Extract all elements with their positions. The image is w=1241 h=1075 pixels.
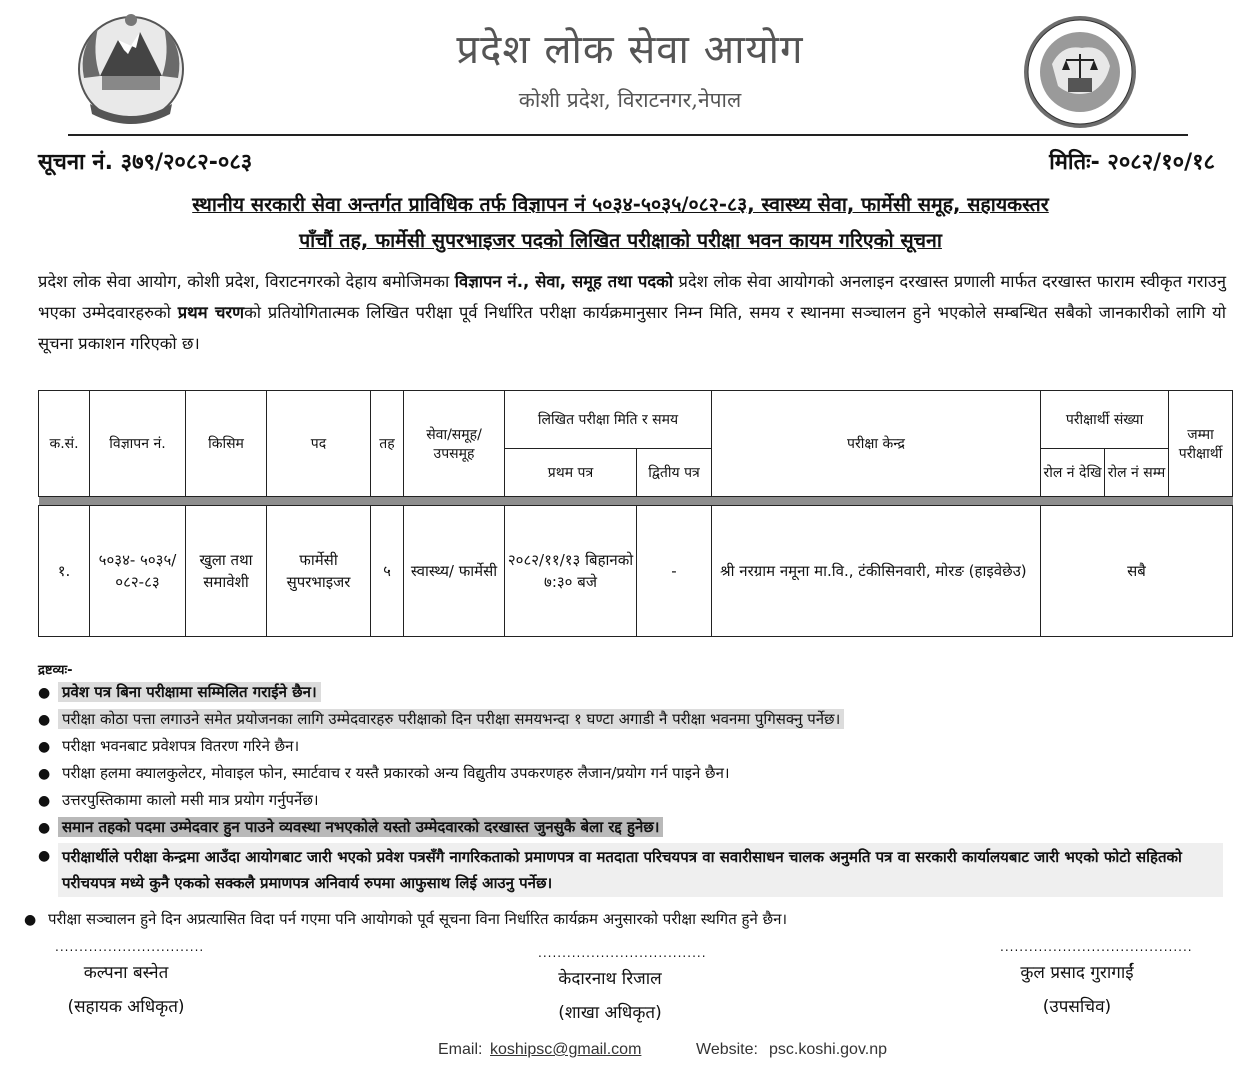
intro-text-2: प्रदेश लोक सेवा आयोगको अनलाइन दरखास्त प्रणाली मार्फत दरखास्त फाराम स्वीकृत गराउनु भएका उम्मेदवारहरुको — [38, 272, 1226, 322]
header-post: पद — [267, 391, 371, 497]
bullet-icon: ● — [38, 739, 51, 755]
header-level: तह — [371, 391, 404, 497]
intro-bold-1: विज्ञापन नं., सेवा, समूह तथा पदको — [454, 272, 674, 291]
org-subtitle: कोशी प्रदेश, विराटनगर,नेपाल — [518, 88, 742, 112]
email-link[interactable]: koshipsc@gmail.com — [490, 1041, 642, 1058]
signature-line: ............................... — [55, 940, 205, 954]
signature-line: ........................................ — [1000, 940, 1193, 954]
notice-date: मितिः- २०८२/१०/१८ — [1049, 150, 1215, 175]
signatory-name: केदारनाथ रिजाल — [558, 969, 662, 989]
note-item — [38, 707, 844, 733]
notice-subject-line-2: पाँचौं तह, फार्मेसी सुपरभाइजर पदको लिखित परीक्षाको परीक्षा भवन कायम गरिएको सूचना — [299, 229, 942, 252]
header-candidate-count: परीक्षार्थी संख्या — [1041, 391, 1169, 449]
signature-line: ................................... — [538, 946, 707, 960]
header-first-paper: प्रथम पत्र — [505, 449, 637, 497]
exam-schedule-table — [38, 390, 1233, 637]
bullet-icon: ● — [38, 848, 51, 864]
header-exam-center: परीक्षा केन्द्र — [712, 391, 1041, 497]
cell-level: ५ — [371, 506, 404, 637]
note-text: उत्तरपुस्तिकामा कालो मसी मात्र प्रयोग गर्नुपर्नेछ। — [62, 791, 319, 809]
bullet-icon: ● — [38, 712, 51, 728]
note-text: प्रवेश पत्र बिना परीक्षामा सम्मिलित गराईने छैन। — [58, 682, 321, 702]
note-item — [38, 761, 734, 787]
cell-type: खुला तथा समावेशी — [186, 506, 267, 637]
header-type: किसिम — [186, 391, 267, 497]
bullet-icon: ● — [38, 685, 51, 701]
note-item — [38, 815, 663, 841]
note-item — [38, 788, 323, 814]
header-roll-to: रोल नं सम्म — [1105, 449, 1169, 497]
header-sn: क.सं. — [39, 391, 90, 497]
org-title: प्रदेश लोक सेवा आयोग — [456, 27, 804, 73]
header-written-exam: लिखित परीक्षा मिति र समय — [505, 391, 712, 449]
table-separator — [39, 497, 1233, 506]
note-text: परीक्षार्थीले परीक्षा केन्द्रमा आउँदा आयोगबाट जारी भएको प्रवेश पत्रसँगै नागरिकताको प्रमाणपत्र वा मतदाता परिचयपत्र वा सवारीसाधन चालक अनुमति पत्र वा सरकारी कार्यालयबाट जारी भएको फोटो सहितको परीचयपत्र मध्ये कुनै एकको सक्कलै प्रमाणपत्र अनिवार्य रुपमा आफुसाथ लिई आउनु पर्नेछ। — [58, 843, 1223, 897]
table-row — [39, 506, 1233, 637]
header-ad-no: विज्ञापन नं. — [90, 391, 186, 497]
cell-ad-no: ५०३४- ५०३५/ ०८२-८३ — [90, 506, 186, 637]
notes-heading: द्रष्टव्यः- — [38, 663, 73, 678]
signatory-name: कल्पना बस्नेत — [83, 963, 169, 983]
intro-text-1: प्रदेश लोक सेवा आयोग, कोशी प्रदेश, विराटनगरको देहाय बमोजिमका — [38, 272, 455, 291]
notice-subject-line-1: स्थानीय सरकारी सेवा अन्तर्गत प्राविधिक तर्फ विज्ञापन नं ५०३४-५०३५/०८२-८३, स्वास्थ्य सेवा, फार्मेसी समूह, सहायकस्तर — [192, 193, 1049, 216]
cell-service-group: स्वास्थ्य/ फार्मेसी — [404, 506, 505, 637]
note-text: परीक्षा कोठा पत्ता लगाउने समेत प्रयोजनका लागि उम्मेदवारहरु परीक्षाको दिन परीक्षा समयभन्दा १ घण्टा अगाडी नै परीक्षा भवनमा पुगिसक्नु पर्नेछ। — [58, 709, 844, 729]
nepal-coat-of-arms-icon — [70, 8, 192, 130]
koshi-psc-seal-icon — [1022, 14, 1138, 130]
intro-paragraph — [38, 266, 1226, 359]
signatory-role: (उपसचिव) — [1042, 997, 1112, 1017]
intro-text-3: को प्रतियोगितात्मक लिखित परीक्षा पूर्व निर्धारित परीक्षा कार्यक्रमानुसार निम्न मिति, समय र स्थानमा सञ्चालन हुने भएकोले सम्बन्धित सबैको जानकारीको लागि यो सूचना प्रकाशन गरिएको छ। — [38, 303, 1226, 353]
header-roll-from: रोल नं देखि — [1041, 449, 1105, 497]
signatory-role: (शाखा अधिकृत) — [558, 1003, 662, 1023]
header-total: जम्मा परीक्षार्थी — [1169, 391, 1233, 497]
bullet-icon: ● — [24, 912, 37, 928]
cell-post: फार्मेसी सुपरभाइजर — [267, 506, 371, 637]
note-item — [24, 907, 791, 933]
cell-second-paper: - — [637, 506, 712, 637]
cell-sn: १. — [39, 506, 90, 637]
cell-first-paper: २०८२/११/१३ बिहानको ७:३० बजे — [505, 506, 637, 637]
header-second-paper: द्वितीय पत्र — [637, 449, 712, 497]
note-item — [38, 843, 1228, 897]
note-text: परीक्षा हलमा क्यालकुलेटर, मोवाइल फोन, स्मार्टवाच र यस्तै प्रकारको अन्य विद्युतीय उपकरणहरु लैजान/प्रयोग गर्न पाइने छैन। — [62, 764, 730, 782]
bullet-icon: ● — [38, 766, 51, 782]
email-label: Email: — [438, 1041, 483, 1058]
notice-number: सूचना नं. ३७९/२०८२-०८३ — [38, 150, 253, 175]
note-text: परीक्षा सञ्चालन हुने दिन अप्रत्यासित विदा पर्न गएमा पनि आयोगको पूर्व सूचना विना निर्धारित कार्यक्रम अनुसारको परीक्षा स्थगित हुने छैन। — [48, 910, 788, 928]
note-text: परीक्षा भवनबाट प्रवेशपत्र वितरण गरिने छैन। — [62, 737, 300, 755]
bullet-icon: ● — [38, 793, 51, 809]
website-label: Website: — [696, 1041, 758, 1058]
signatory-role: (सहायक अधिकृत) — [67, 997, 185, 1017]
bullet-icon: ● — [38, 820, 51, 836]
header-divider — [68, 134, 1188, 136]
header-service-group: सेवा/समूह/ उपसमूह — [404, 391, 505, 497]
intro-bold-2: प्रथम चरण — [177, 303, 245, 322]
note-text: समान तहको पदमा उम्मेदवार हुन पाउने व्यवस्था नभएकोले यस्तो उम्मेदवारको दरखास्त जुनसुकै बेला रद्द हुनेछ। — [58, 817, 663, 837]
website-text: psc.koshi.gov.np — [769, 1041, 887, 1058]
cell-candidates: सबै — [1041, 506, 1233, 637]
note-item — [38, 734, 303, 760]
signatory-name: कुल प्रसाद गुरागाईं — [1020, 963, 1134, 983]
cell-exam-center: श्री नरग्राम नमूना मा.वि., टंकीसिनवारी, मोरङ (हाइवेछेउ) — [712, 506, 1041, 637]
note-item — [38, 680, 321, 706]
